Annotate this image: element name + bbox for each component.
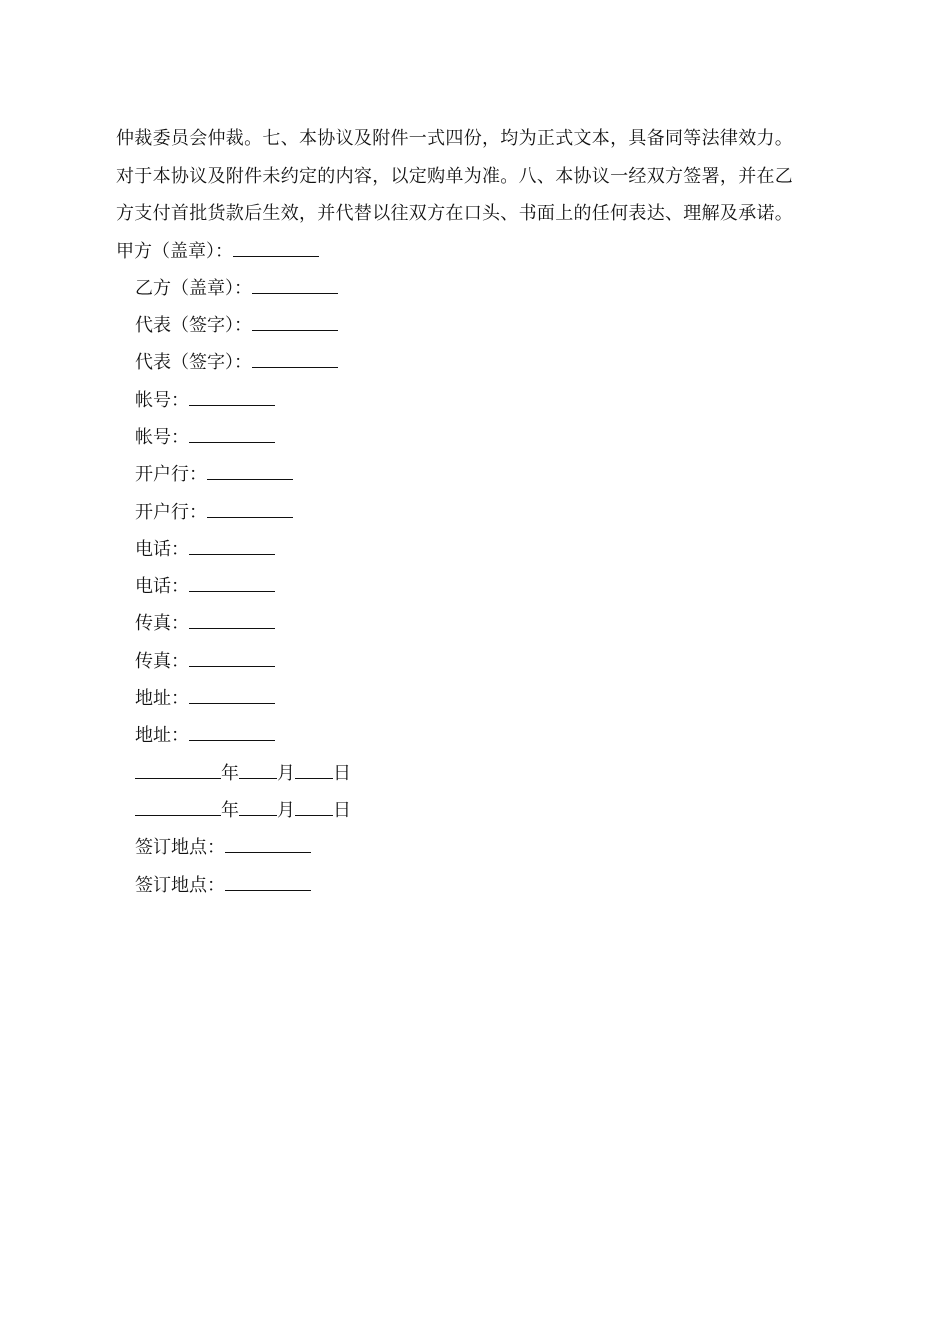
phone-b-row <box>116 568 836 605</box>
bank-a-label: 开户行： <box>135 464 207 486</box>
address-b-label: 地址： <box>135 725 189 747</box>
phone-b-blank <box>189 590 275 592</box>
date-b-day-label: 日 <box>333 799 351 821</box>
account-a-label: 帐号： <box>135 389 189 411</box>
address-b-row <box>116 717 836 754</box>
fax-b-label: 传真： <box>135 650 189 672</box>
fax-b-blank <box>189 665 275 667</box>
party-a-seal-blank <box>233 255 319 257</box>
rep-a-blank <box>252 329 338 331</box>
party-b-seal-row <box>116 270 836 307</box>
bank-a-blank <box>207 478 293 480</box>
address-a-blank <box>189 702 275 704</box>
date-b-year-blank <box>135 814 221 816</box>
document-content <box>116 120 836 904</box>
phone-a-label: 电话： <box>135 538 189 560</box>
rep-b-blank <box>252 366 338 368</box>
paragraph-line-2: 对于本协议及附件未约定的内容，以定购单为准。八、本协议一经双方签署，并在乙 <box>116 165 794 187</box>
fax-a-label: 传真： <box>135 613 189 635</box>
date-a-month-blank <box>239 777 277 779</box>
bank-b-blank <box>207 516 293 518</box>
fax-a-blank <box>189 627 275 629</box>
account-a-row <box>116 382 836 419</box>
date-a-row <box>116 755 836 792</box>
date-a-year-blank <box>135 777 221 779</box>
account-a-blank <box>189 404 275 406</box>
place-b-blank <box>225 889 311 891</box>
bank-b-row <box>116 494 836 531</box>
bank-a-row <box>116 456 836 493</box>
rep-b-label: 代表（签字）： <box>135 352 252 374</box>
place-a-row <box>116 829 836 866</box>
account-b-blank <box>189 441 275 443</box>
date-b-month-blank <box>239 814 277 816</box>
address-a-label: 地址： <box>135 688 189 710</box>
party-b-seal-label: 乙方（盖章）： <box>135 277 252 299</box>
paragraph-line-3: 方支付首批货款后生效，并代替以往双方在口头、书面上的任何表达、理解及承诺。 <box>116 203 794 224</box>
place-b-label: 签订地点： <box>135 874 225 896</box>
rep-b-row <box>116 344 836 381</box>
date-a-day-blank <box>295 777 333 779</box>
party-a-seal-row <box>116 233 836 270</box>
date-a-year-label: 年 <box>221 762 239 784</box>
account-b-label: 帐号： <box>135 426 189 448</box>
date-b-day-blank <box>295 814 333 816</box>
date-b-month-label: 月 <box>277 799 295 821</box>
place-b-row <box>116 867 836 904</box>
fax-b-row <box>116 643 836 680</box>
place-a-blank <box>225 851 311 853</box>
fax-a-row <box>116 605 836 642</box>
rep-a-row <box>116 307 836 344</box>
date-a-month-label: 月 <box>277 762 295 784</box>
party-a-seal-label: 甲方（盖章）： <box>116 240 233 262</box>
phone-a-blank <box>189 553 275 555</box>
rep-a-label: 代表（签字）： <box>135 315 252 337</box>
place-a-label: 签订地点： <box>135 837 225 859</box>
address-b-blank <box>189 739 275 741</box>
date-b-year-label: 年 <box>221 799 239 821</box>
party-b-seal-blank <box>252 292 338 294</box>
date-a-day-label: 日 <box>333 762 351 784</box>
paragraph-line-1: 仲裁委员会仲裁。七、本协议及附件一式四份，均为正式文本，具备同等法律效力。 <box>116 128 794 149</box>
phone-a-row <box>116 531 836 568</box>
account-b-row <box>116 419 836 456</box>
date-b-row <box>116 792 836 829</box>
bank-b-label: 开户行： <box>135 501 207 523</box>
address-a-row <box>116 680 836 717</box>
phone-b-label: 电话： <box>135 576 189 598</box>
